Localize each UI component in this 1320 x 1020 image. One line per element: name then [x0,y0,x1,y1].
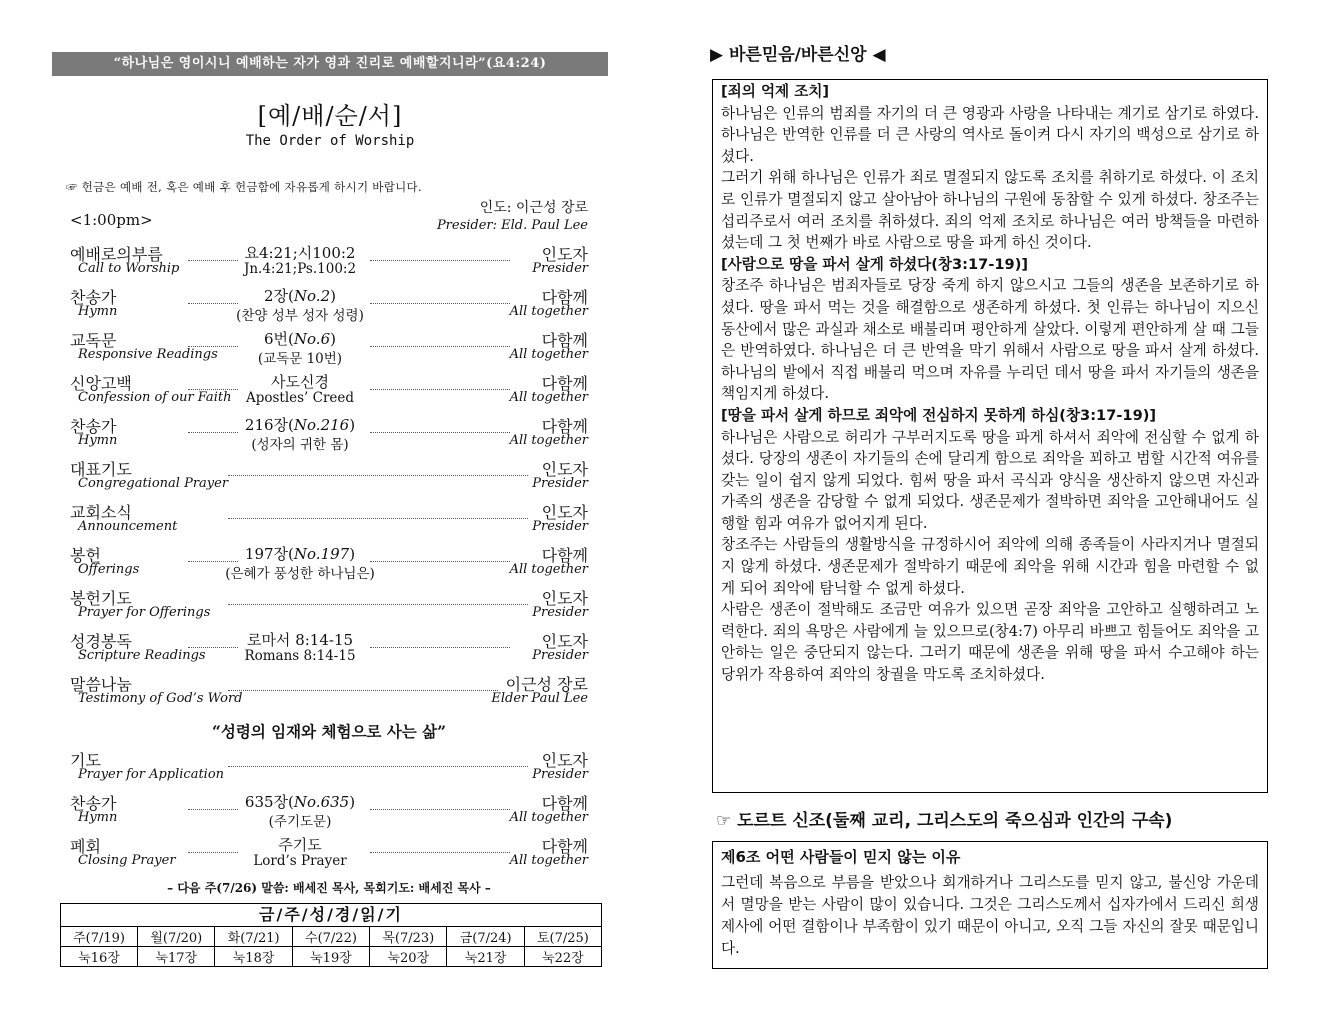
reading-day: 금(7/24) [447,927,524,947]
order-item [70,500,588,543]
dotted-leader [188,303,238,304]
dort-article-text: 그런데 복음으로 부름을 받았으나 회개하거나 그리스도를 믿지 않고, 불신앙 가운데서 멸망을 받는 사람이 많이 있습니다. 그것은 그리스도께서 십자가에서 드리신 희생 제사에 어떤 결함이나 부족함이 있기 때문이 아니고, 오직 그들 자신의 잘못 때문입니다. [721,874,1259,957]
reading-day: 수(7/22) [292,927,369,947]
order-item [70,543,588,586]
item-detail-sub: (교독문 10번) [257,351,343,367]
reading-day: 화(7/21) [215,927,292,947]
dort-article-box [712,841,1268,969]
order-item [70,791,588,834]
order-item [70,672,588,715]
item-leader-korean: 다함께 [541,794,588,813]
presider-info [437,200,588,234]
item-name-korean: 찬송가 [70,794,117,813]
item-name-english: Announcement [78,519,178,534]
item-name-english: Hymn [78,810,118,825]
dotted-leader [188,432,238,433]
reading-chapter: 눅16장 [78,951,120,966]
paragraph-heading: [사람으로 땅을 파서 살게 하셨다(창3:17-19)] [721,255,1029,273]
dotted-leader [228,766,528,767]
item-detail-sub: (주기도문) [268,814,332,830]
dotted-leader [188,346,238,347]
weekly-bible-reading [60,903,602,967]
dotted-leader [228,475,528,476]
item-name-english: Prayer for Application [78,767,225,782]
order-item [70,629,588,672]
faith-panel [708,40,1270,957]
item-name-english: Responsive Readings [78,347,218,362]
paragraph-heading: [죄의 억제 조치] [721,83,830,100]
order-item [70,748,588,791]
presider-english: Presider: Eld. Paul Lee [436,218,588,233]
item-name-english: Congregational Prayer [78,476,229,491]
dotted-leader [188,852,238,853]
item-leader-english: Presider [532,519,588,534]
item-leader-english: Presider [532,605,588,620]
section-title: ▶ 바른믿음/바른신앙 ◀ [710,45,886,65]
item-detail: 사도신경 [271,373,329,391]
reading-chapter: 눅18장 [215,947,292,967]
dotted-leader [228,690,498,691]
dotted-leader [370,303,510,304]
item-name-english: Scripture Readings [78,648,206,663]
item-detail-sub: Jn.4:21;Ps.100:2 [243,261,357,277]
item-name-korean: 신앙고백 [70,374,132,393]
item-leader-korean: 인도자 [541,751,588,770]
item-leader-korean: 인도자 [541,245,588,264]
reading-chapters-row [61,947,601,967]
order-item [70,328,588,371]
dotted-leader [228,518,528,519]
paragraph: 하나님은 사람으로 허리가 구부러지도록 땅을 파게 하셔서 죄악에 전심할 수 없게 하셨다. 당장의 생존이 자기들의 손에 달리게 함으로 죄악을 꾀하고 범할 시간적 여유를 갖는 일이 쉽지 않게 되었다. 힘써 땅을 파서 곡식과 양식을 생산하지 않으면 자신과 가족의 생존을 감당할 수 없게 되었다. 생존문제가 절박하면 죄악을 고안해내어도 실행할 힘과 여유가 없어지게 된다. [721,428,1259,532]
reading-title: 금/주/성/경/읽/기 [61,904,601,927]
item-leader-english: All together [509,304,588,319]
dotted-leader [188,647,238,648]
paragraph: 사람은 생존이 절박해도 조금만 여유가 있으면 곧장 죄악을 고안하고 실행하려고 노력한다. 죄의 욕망은 사람에게 늘 있으므로(창4:7) 아무리 바쁘고 힘들어도 죄악을 고안하는 일은 중단되지 않는다. 그러기 때문에 생존을 위해 땅을 파서 수고해야 하는 당위가 작용하여 죄악의 창궐을 막도록 조치하셨다. [721,601,1259,684]
item-name-korean: 예배로의부름 [70,245,163,264]
item-leader-english: All together [509,347,588,362]
reading-table [61,927,601,966]
item-name-english: Hymn [78,433,118,448]
item-leader-korean: 다함께 [541,331,588,350]
service-time: <1:00pm> [70,211,153,229]
item-name-english: Testimony of God’s Word [78,691,243,706]
page-title: [예/배/순/서] [257,102,403,130]
item-leader-korean: 다함께 [541,288,588,307]
item-detail: 주기도 [278,836,322,854]
order-item [70,371,588,414]
item-name-korean: 봉헌기도 [70,589,132,608]
item-leader-english: All together [509,562,588,577]
item-detail: 로마서 8:14-15 [246,631,354,649]
item-leader-english: All together [509,433,588,448]
item-detail-sub: Lord’s Prayer [253,853,347,869]
dotted-leader [188,561,238,562]
dort-article-heading: 제6조 어떤 사람들이 믿지 않는 이유 [721,848,961,866]
item-name-english: Hymn [78,304,118,319]
reading-day: 월(7/20) [138,927,215,947]
item-leader-english: Presider [532,261,588,276]
faith-article-box [712,79,1268,793]
item-name-korean: 찬송가 [70,417,117,436]
dotted-leader [370,647,510,648]
item-detail: 635장(No.635) [244,793,356,811]
dotted-leader [370,852,510,853]
paragraph: 창조주 하나님은 범죄자들로 당장 죽게 하지 않으시고 그들의 생존을 보존하기로 하셨다. 땅을 파서 먹는 것을 해결함으로 생존하게 하셨다. 첫 인류는 하나님이 지으신 동산에서 많은 과실과 채소로 배불리며 평안하게 살았다. 이렇게 편안하게 살 때 그들은 반역하였다. 하나님은 더 큰 반역을 막기 위해서 사람으로 땅을 파서 살게 하셨다. 하나님의 밭에서 직접 배불리 먹으며 자유를 누리던 데서 땅을 파서 자기들의 생존을 책임지게 하셨다. [721,277,1259,403]
item-detail-sub: Apostles’ Creed [245,390,355,406]
dotted-leader [370,346,510,347]
dotted-leader [188,389,238,390]
item-detail: 216장(No.216) [244,416,356,434]
next-week-note: – 다음 주(7/26) 말씀: 배세진 목사, 목회기도: 배세진 목사 – [167,881,491,895]
worship-order-panel [52,52,608,895]
item-leader-english: All together [509,853,588,868]
item-name-english: Prayer for Offerings [78,605,211,620]
scripture-banner: “하나님은 영이시니 예배하는 자가 영과 진리로 예배할지니라”(요4:24) [52,52,608,76]
item-name-korean: 찬송가 [70,288,117,307]
item-name-korean: 대표기도 [70,460,132,479]
item-leader-korean: 다함께 [541,546,588,565]
dotted-leader [188,260,238,261]
item-name-english: Closing Prayer [78,853,176,868]
order-item [70,414,588,457]
item-leader-english: Elder Paul Lee [491,691,588,706]
item-name-korean: 교회소식 [70,503,132,522]
item-name-english: Offerings [78,562,140,577]
paragraph: 그러기 위해 하나님은 인류가 죄로 멸절되지 않도록 조치를 취하기로 하셨다. 이 조치로 인류가 멸절되지 않고 살아남아 하나님의 구원에 동참할 수 있게 하셨다. 창조주는 섭리주로서 여러 조치를 취하셨다. 죄의 억제 조치로 하나님은 여러 방책들을 마련하셨는데 그 첫 번째가 바로 사람으로 땅을 파게 하신 것이다. [721,169,1259,252]
item-leader-english: All together [509,390,588,405]
reading-chapter: 눅19장 [292,947,369,967]
reading-chapter: 눅20장 [370,947,447,967]
dotted-leader [370,809,510,810]
sermon-title: “성령의 임재와 체험으로 사는 삶” [211,722,447,741]
item-leader-english: All together [509,810,588,825]
item-name-korean: 성경봉독 [70,632,132,651]
paragraph-heading: [땅을 파서 살게 하므로 죄악에 전심하지 못하게 하심(창3:17-19)] [721,406,1157,424]
order-item [70,834,588,877]
item-name-korean: 말씀나눔 [70,675,132,694]
page-subtitle: The Order of Worship [245,133,415,149]
dotted-leader [370,432,510,433]
dotted-leader [188,809,238,810]
item-leader-korean: 이근성 장로 [505,675,588,694]
item-name-korean: 기도 [70,751,101,770]
item-detail: 6번(No.6) [264,330,336,348]
dotted-leader [370,389,510,390]
item-leader-korean: 인도자 [541,460,588,479]
item-leader-english: Presider [532,648,588,663]
reading-chapter: 눅17장 [138,947,215,967]
reading-days-row [61,927,601,947]
order-item [70,242,588,285]
item-detail: 요4:21;시100:2 [244,244,356,262]
item-detail: 2장(No.2) [264,287,336,305]
item-detail-sub: (은혜가 풍성한 하나님은) [225,566,375,582]
item-detail-sub: Romans 8:14-15 [244,648,356,664]
item-leader-korean: 인도자 [541,503,588,522]
paragraph: 하나님은 인류의 범죄를 자기의 더 큰 영광과 사랑을 나타내는 계기로 삼기로 하였다. 하나님은 반역한 인류를 더 큰 사랑의 역사로 돌이켜 다시 자기의 백성으로 삼기로 하셨다. [721,104,1259,165]
item-leader-korean: 다함께 [541,417,588,436]
item-leader-english: Presider [532,767,588,782]
item-leader-korean: 다함께 [541,837,588,856]
reading-day: 토(7/25) [524,927,601,947]
order-item [70,457,588,500]
reading-chapter: 눅22장 [524,947,601,967]
item-name-english: Call to Worship [78,261,180,276]
dotted-leader [370,260,510,261]
item-name-korean: 봉헌 [70,546,101,565]
reading-day: 주(7/19) [61,927,138,947]
item-leader-korean: 인도자 [541,589,588,608]
presider-korean: 인도: 이근성 장로 [479,200,588,216]
dotted-leader [370,561,510,562]
order-item [70,586,588,629]
item-name-korean: 폐회 [70,837,101,856]
item-leader-english: Presider [532,476,588,491]
dort-section-title: ☞ 도르트 신조(둘째 교리, 그리스도의 죽으심과 인간의 구속) [716,811,1173,831]
item-name-english: Confession of our Faith [78,390,232,405]
item-name-korean: 교독문 [70,331,117,350]
offering-note: ☞ 헌금은 예배 전, 혹은 예배 후 헌금함에 자유롭게 하시기 바랍니다. [66,180,422,194]
order-list [70,242,588,896]
paragraph: 창조주는 사람들의 생활방식을 규정하시어 죄악에 의해 종족들이 사라지거나 멸절되지 않게 하셨다. 생존문제가 절박하기 때문에 죄악을 위해 시간과 힘을 마련할 수 없게 되어 죄악에 탐닉할 수 없게 하셨다. [721,536,1259,597]
item-leader-korean: 다함께 [541,374,588,393]
item-leader-korean: 인도자 [541,632,588,651]
faith-article-body [713,80,1267,686]
item-detail: 197장(No.197) [244,545,356,563]
item-detail-sub: (성자의 귀한 몸) [251,437,349,453]
reading-chapter: 눅21장 [447,947,524,967]
reading-day: 목(7/23) [370,927,447,947]
dotted-leader [228,604,528,605]
item-detail-sub: (찬양 성부 성자 성령) [236,308,364,324]
order-item [70,285,588,328]
